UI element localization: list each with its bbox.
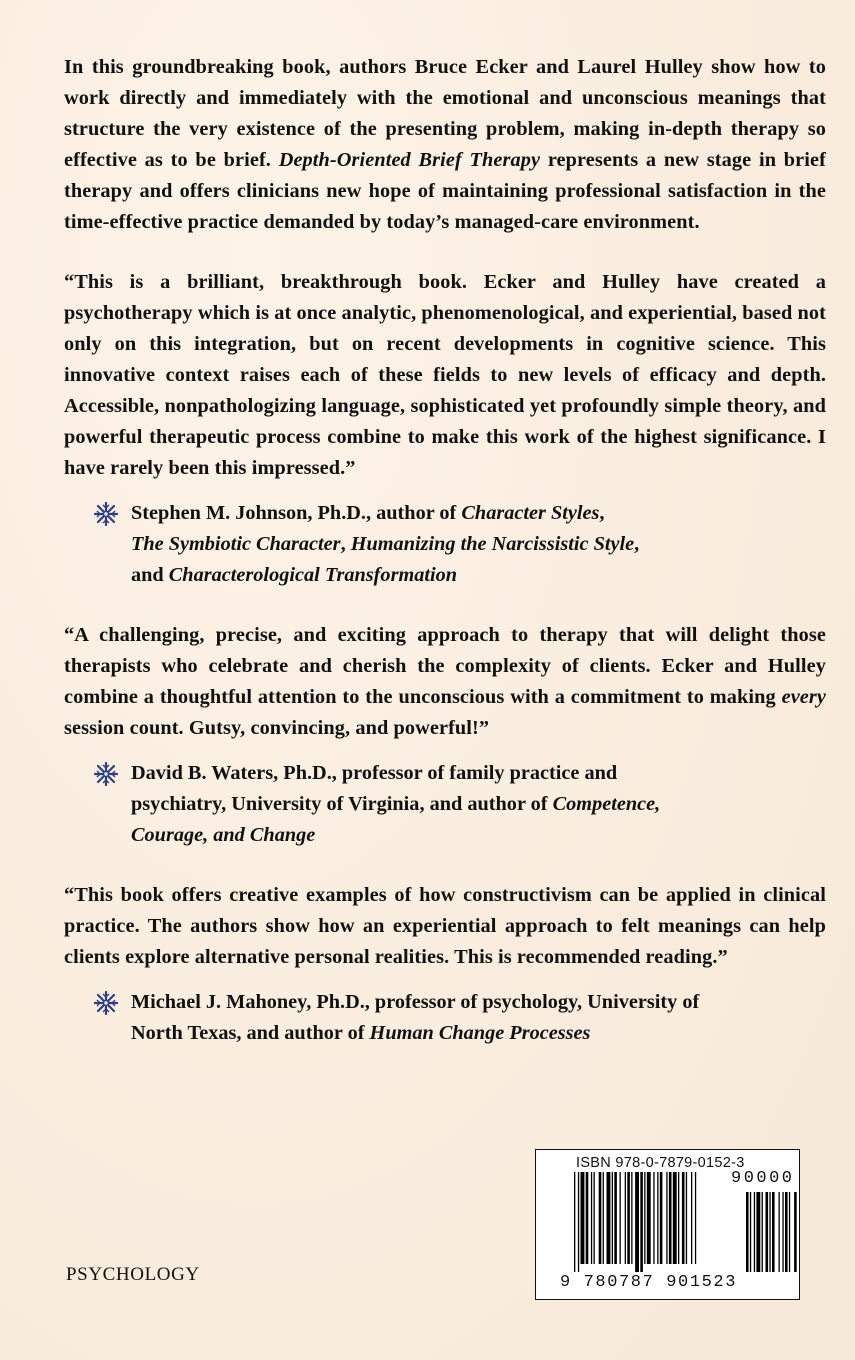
barcode-bar <box>653 1172 654 1264</box>
barcode-digits: 9 780787 901523 <box>560 1273 738 1292</box>
barcode-bar <box>599 1172 602 1264</box>
barcode-bar <box>769 1192 770 1272</box>
barcode-bar <box>657 1172 658 1264</box>
barcode-bar <box>794 1192 797 1272</box>
barcode-bars <box>574 1172 798 1282</box>
quote-waters: “A challenging, precise, and exciting approach to therapy that will delight those therapists who celebrate and cherish the complexity of clients. Ecker and Hulley combine a thoughtful attention to the unconscious with a commitment to making every session count. Gutsy, convincing, and powerful!” <box>64 624 826 739</box>
barcode-bar <box>581 1172 585 1264</box>
isbn-barcode <box>535 1149 800 1300</box>
barcode-bar <box>682 1172 685 1264</box>
book-title: Depth-Oriented Brief Therapy <box>278 149 541 171</box>
barcode-bar <box>782 1192 783 1272</box>
barcode-bar <box>591 1172 592 1264</box>
barcode-bar <box>586 1172 589 1264</box>
barcode-bar <box>756 1192 760 1272</box>
isbn-label: ISBN 978-0-7879-0152-3 <box>576 1155 745 1171</box>
barcode-bar <box>625 1172 626 1264</box>
barcode-bar <box>660 1172 663 1264</box>
barcode-bar <box>647 1172 651 1264</box>
barcode-bar <box>772 1192 775 1272</box>
attribution-waters: David B. Waters, Ph.D., professor of family practice and psychiatry, University of Virginia, and author of Competence, Courage, and Change <box>64 758 826 851</box>
barcode-bar <box>779 1192 780 1272</box>
barcode-bar <box>627 1172 630 1264</box>
barcode-bar <box>695 1172 696 1264</box>
barcode-bar <box>686 1172 687 1264</box>
barcode-bar <box>789 1192 790 1272</box>
barcode-bar <box>750 1192 751 1272</box>
barcode-bar <box>614 1172 617 1264</box>
barcode-bar <box>644 1172 645 1264</box>
barcode-bar <box>640 1172 643 1272</box>
barcode-bar <box>673 1172 677 1264</box>
category-label: PSYCHOLOGY <box>66 1264 200 1285</box>
barcode-bar <box>666 1172 667 1264</box>
barcode-bar <box>631 1172 632 1264</box>
barcode-bar <box>669 1172 672 1264</box>
price-code: 90000 <box>731 1169 795 1188</box>
snowflake-icon <box>94 991 118 1015</box>
barcode-bar <box>594 1172 595 1264</box>
barcode-bar <box>678 1172 679 1264</box>
barcode-bar <box>574 1172 575 1272</box>
quote-johnson: “This is a brilliant, breakthrough book. Ecker and Hulley have created a psychotherapy which is at once analytic, phenomenological, and experiential, based not only on this integration, but on recent developments in cognitive science. This innovative context raises each of these fields to new levels of efficacy and depth. Accessible, nonpathologizing language, sophisticated yet profoundly simple theory, and powerful therapeutic process combine to make this work of the highest significance. I have rarely been this impressed.” <box>64 271 826 479</box>
barcode-bar <box>578 1172 579 1272</box>
barcode-bar <box>762 1192 763 1272</box>
intro-paragraph: In this groundbreaking book, authors Bruce Ecker and Laurel Hulley show how to work directly and immediately with the emotional and unconscious meanings that structure the very existence of the presenting problem, making in-depth therapy so effective as to be brief. Depth-Oriented Brief Therapy represents a new stage in brief therapy and offers clinicians new hope of maintaining professional satisfaction in the time-effective practice demanded by today’s managed-care environment. <box>64 56 826 233</box>
barcode-bar <box>766 1192 769 1272</box>
barcode-bar <box>607 1172 611 1264</box>
barcode-bar <box>603 1172 604 1264</box>
attribution-johnson: Stephen M. Johnson, Ph.D., author of Character Styles, The Symbiotic Character, Humanizing the Narcissistic Style, and Characterological Transformation <box>64 498 826 591</box>
barcode-bar <box>635 1172 639 1272</box>
barcode-bar <box>612 1172 613 1264</box>
snowflake-icon <box>94 502 118 526</box>
attribution-mahoney: Michael J. Mahoney, Ph.D., professor of psychology, University of North Texas, and author of Human Change Processes <box>64 987 826 1049</box>
barcode-bar <box>746 1192 749 1272</box>
snowflake-icon <box>94 762 118 786</box>
barcode-bar <box>620 1172 621 1264</box>
quote-mahoney: “This book offers creative examples of how constructivism can be applied in clinical practice. The authors show how an experiential approach to felt meanings can help clients explore alternative personal realities. This is recommended reading.” <box>64 884 826 968</box>
barcode-bar <box>754 1192 755 1272</box>
barcode-bar <box>785 1192 788 1272</box>
barcode-bar <box>691 1172 692 1264</box>
back-cover-text <box>64 52 826 1049</box>
